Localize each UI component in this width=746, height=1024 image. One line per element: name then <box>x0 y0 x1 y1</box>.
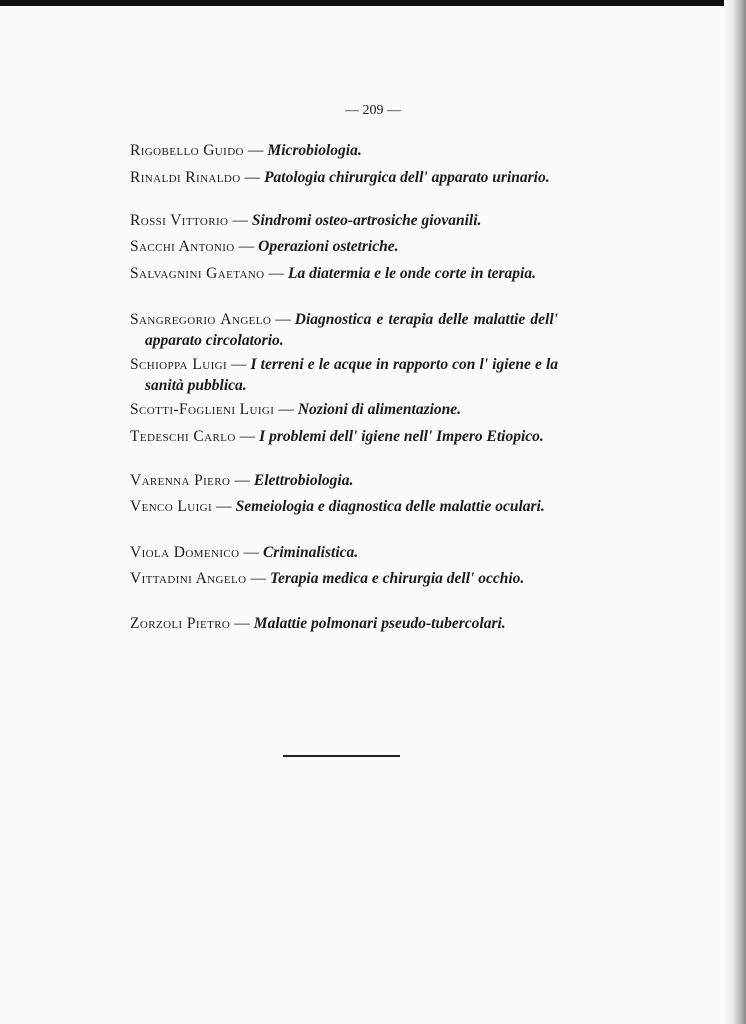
course-title: I terreni e le acque in rapporto con l' igiene e la sanità pubblica. <box>145 356 558 394</box>
author-name: Tedeschi Carlo <box>130 428 236 445</box>
list-item <box>130 263 558 284</box>
course-title: Nozioni di alimentazione. <box>297 401 462 418</box>
author-name: Rinaldi Rinaldo <box>130 169 241 186</box>
page-number: — 209 — <box>345 103 401 118</box>
list-item <box>130 496 558 517</box>
separator-dash: — <box>278 401 294 418</box>
author-name: Rossi Vittorio <box>130 212 229 229</box>
separator-dash: — <box>238 238 255 255</box>
separator-dash: — <box>234 615 250 632</box>
author-name: Rigobello Guido <box>130 142 244 159</box>
separator-dash: — <box>239 428 256 445</box>
separator-dash: — <box>231 356 247 373</box>
separator-dash: — <box>250 570 266 587</box>
course-title: Diagnostica e terapia delle malattie dell' apparato circolatorio. <box>145 311 558 349</box>
list-item <box>130 426 558 447</box>
author-name: Scotti-Foglieni Luigi <box>130 401 275 418</box>
list-item <box>130 399 558 420</box>
course-title: Malattie polmonari pseudo-tubercolari. <box>253 615 506 632</box>
author-name: Sacchi Antonio <box>130 238 235 255</box>
author-name: Sangregorio Angelo <box>130 311 272 328</box>
author-name: Viola Domenico <box>130 544 240 561</box>
course-title: Patologia chirurgica dell' apparato urinario. <box>264 169 550 186</box>
list-item <box>130 613 558 634</box>
course-title: Semeiologia e diagnostica delle malattie oculari. <box>235 498 545 515</box>
list-item <box>130 210 558 231</box>
separator-dash: — <box>268 265 285 282</box>
author-name: Vittadini Angelo <box>130 570 247 587</box>
scan-page-edge <box>724 0 746 1024</box>
course-title: Operazioni ostetriche. <box>258 238 399 255</box>
author-name: Schioppa Luigi <box>130 356 228 373</box>
separator-dash: — <box>216 498 232 515</box>
course-title: I problemi dell' igiene nell' Impero Etiopico. <box>259 428 544 445</box>
list-item <box>130 354 558 396</box>
separator-dash: — <box>275 311 291 328</box>
separator-dash: — <box>247 142 264 159</box>
scan-top-border <box>0 0 746 6</box>
closing-rule <box>283 755 400 757</box>
author-name: Venco Luigi <box>130 498 213 515</box>
separator-dash: — <box>234 472 250 489</box>
list-item <box>130 167 558 188</box>
course-title: Elettrobiologia. <box>253 472 354 489</box>
course-title: Sindromi osteo-artrosiche giovanili. <box>251 212 482 229</box>
list-item <box>130 236 558 257</box>
separator-dash: — <box>244 169 261 186</box>
course-title: Terapia medica e chirurgia dell' occhio. <box>269 570 525 587</box>
separator-dash: — <box>243 544 259 561</box>
list-item <box>130 309 558 351</box>
list-item <box>130 542 558 563</box>
course-title: La diatermia e le onde corte in terapia. <box>288 265 536 282</box>
author-name: Salvagnini Gaetano <box>130 265 265 282</box>
separator-dash: — <box>232 212 248 229</box>
list-item <box>130 470 558 491</box>
author-name: Zorzoli Pietro <box>130 615 231 632</box>
author-name: Varenna Piero <box>130 472 231 489</box>
course-title: Microbiologia. <box>267 142 362 159</box>
list-item <box>130 568 558 589</box>
course-title: Criminalistica. <box>262 544 359 561</box>
list-item <box>130 140 558 161</box>
